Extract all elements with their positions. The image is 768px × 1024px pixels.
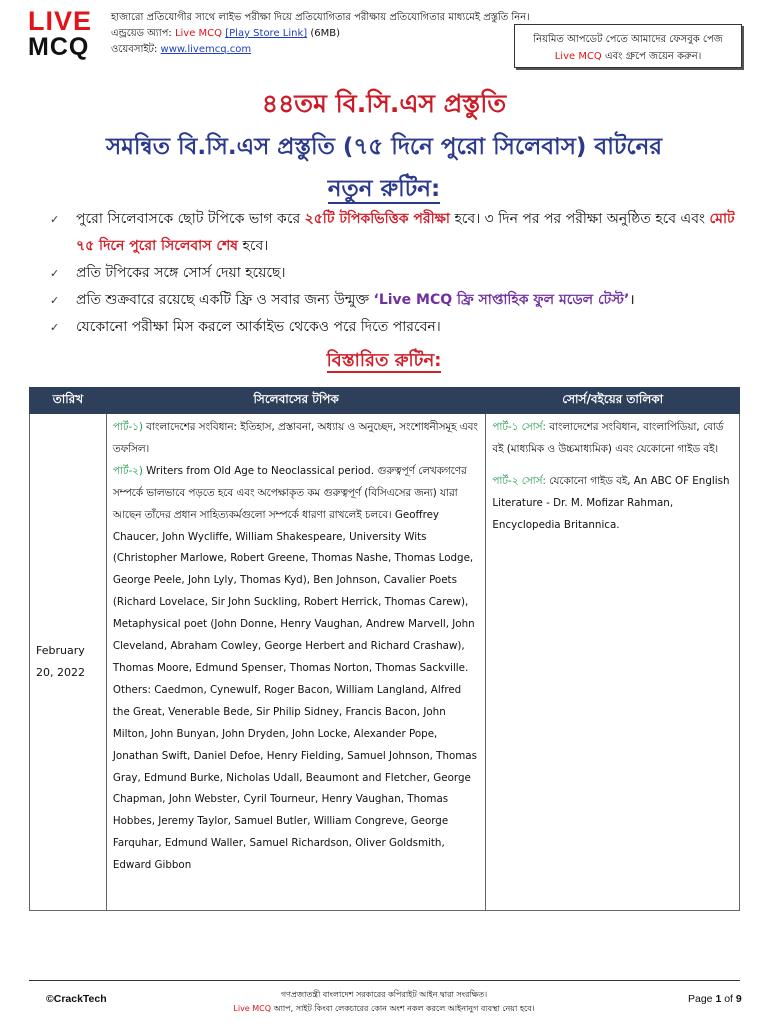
header-website-line: ওয়েবসাইট: www.livemcq.com (111, 44, 252, 55)
website-link[interactable]: www.livemcq.com (160, 44, 252, 55)
footer-legal-notice: গণপ্রজাতন্ত্রী বাংলাদেশ সরকারের কপিরাইট আইন দ্বারা সংরক্ষিত। Live MCQ অ্যাপ, সাইট কিংবা লেকচারের কোন অংশ নকল করলে আইনানুগ ব্যবস্থা নেয়া হবে। (233, 990, 535, 1013)
header-tagline: হাজারো প্রতিযোগীর সাথে লাইভ পরীক্ষা দিয়ে প্রতিযোগিতার পরীক্ষায় প্রতিযোগিতার মাধ্যমেই প্রস্তুতি নিন। (111, 12, 530, 23)
page-title: ৪৪তম বি.সি.এস প্রস্তুতি (261, 89, 507, 118)
list-item: ✓ যেকোনো পরীক্ষা মিস করলে আর্কাইভ থেকেও পরে দিতে পারবেন। (50, 314, 740, 341)
logo-live-text: LIVE (28, 6, 93, 36)
fb-notice-line1: নিয়মিত আপডেট পেতে আমাদের ফেসবুক পেজ (533, 34, 723, 45)
list-item: ✓ প্রতি টপিকের সঙ্গে সোর্স দেয়া হয়েছে। (50, 260, 740, 287)
logo-mcq-text: MCQ (28, 33, 90, 61)
footer-copyright: ©CrackTech (46, 993, 107, 1005)
checkmark-icon: ✓ (50, 267, 60, 280)
part-1-source: পার্ট-১ সোর্স: বাংলাদেশের সংবিধান, বাংলাপিডিয়া, বোর্ড বই (মাধ্যমিক ও উচ্চমাধ্যমিক) এবং যেকোনো গাইড বই। (492, 421, 724, 455)
checkmark-icon: ✓ (50, 294, 60, 307)
page-subtitle: সমন্বিত বি.সি.এস প্রস্তুতি (৭৫ দিনে পুরো সিলেবাস) বাটনের (105, 134, 663, 160)
column-header-date: তারিখ (30, 388, 107, 414)
list-item: ✓ প্রতি শুক্রবারে রয়েছে একটি ফ্রি ও সবার জন্য উন্মুক্ত ‘Live MCQ ফ্রি সাপ্তাহিক ফুল মডেল টেস্ট’। (50, 287, 740, 314)
detail-routine-heading: বিস্তারিত রুটিন: (326, 350, 442, 371)
source-cell (486, 414, 740, 911)
app-name: Live MCQ (174, 28, 223, 39)
footer-divider (29, 980, 740, 981)
checkmark-icon: ✓ (50, 321, 60, 334)
live-mcq-logo (28, 8, 100, 60)
header-app-line: এন্ড্রয়েড অ্যাপ: Live MCQ [Play Store Link] (6MB) (111, 28, 341, 39)
column-header-topic: সিলেবাসের টপিক (106, 388, 486, 414)
facebook-notice-box (514, 24, 742, 68)
fb-notice-line2: Live MCQ এবং গ্রুপে জয়েন করুন। (554, 51, 702, 62)
feature-list (50, 206, 740, 341)
page-subtitle-2: নতুন রুটিন: (327, 176, 441, 202)
part-1-topic: পার্ট-১) বাংলাদেশের সংবিধান: ইতিহাস, প্রস্তাবনা, অধ্যায় ও অনুচ্ছেদ, সংশোধনীসমূহ এবং তফসিল। (112, 421, 478, 455)
checkmark-icon: ✓ (50, 213, 60, 226)
play-store-link[interactable]: [Play Store Link] (225, 28, 308, 39)
table-header-row (30, 388, 740, 414)
part-2-topic: পার্ট-২) Writers from Old Age to Neoclassical period. গুরুত্বপূর্ণ লেখকগণের সম্পর্কে ভালভাবে পড়তে হবে এবং অপেক্ষাকৃত কম গুরুত্বপূর্ণ (বিসিএসের জন্য) যারা আছেন তাঁদের প্রধান সাহিত্যকর্মগুলো সম্পর্কে ধারণা রাখলেই চলবে। Geoffrey Chaucer, John Wycliffe, William Shakespeare, University Wits (Christopher Marlowe, Robert Greene, Thomas Nashe, Thomas Lodge, George Peele, John Lyly, Thomas Kyd), Ben Johnson, Cavalier Poets (Richard Lovelace, Sir John Suckling, Robert Herrick, Thomas Carew), Metaphysical poet (John Donne, Henry Vaughan, Andrew Marvell, John Cleveland, Abraham Cowley, George Herbert and Richard Crashaw), Thomas Moore, Edmund Spenser, Thomas Norton, Thomas Sackville. Others: Caedmon, Cynewulf, Roger Bacon, William Langland, Alfred the Great, Venerable Bede, Sir Philip Sidney, Francis Bacon, John Milton, John Bunyan, John Dryden, John Locke, Alexander Pope, Jonathan Swift, Daniel Defoe, Henry Fielding, Samuel Johnson, Thomas Gray, Edmund Burke, Nicholas Udall, Beaumont and Fletcher, George Chapman, John Webster, Cyril Tourneur, Henry Vaughan, Thomas Hobbes, Jeremy Taylor, Samuel Butler, William Congreve, George Farquhar, Edmund Waller, Samuel Richardson, Oliver Goldsmith, Edward Gibbon (112, 464, 477, 872)
part-2-source: পার্ট-২ সোর্স: যেকোনো গাইড বই, An ABC OF English Literature - Dr. M. Mofizar Rahman, Encyclopedia Britannica. (492, 474, 730, 531)
table-row (30, 414, 740, 911)
list-item: ✓ পুরো সিলেবাসকে ছোট টপিকে ভাগ করে ২৫টি টপিকভিত্তিক পরীক্ষা হবে। ৩ দিন পর পর পরীক্ষা অনুষ্ঠিত হবে এবং মোট ৭৫ দিনে পুরো সিলেবাস শেষ হবে। (50, 206, 740, 260)
routine-table (29, 387, 740, 911)
column-header-source: সোর্স/বইয়ের তালিকা (486, 388, 740, 414)
page-number: Page 1 of 9 (688, 993, 742, 1005)
date-cell: February 20, 2022 (30, 414, 107, 911)
header-info (111, 10, 530, 58)
topic-cell (106, 414, 486, 911)
